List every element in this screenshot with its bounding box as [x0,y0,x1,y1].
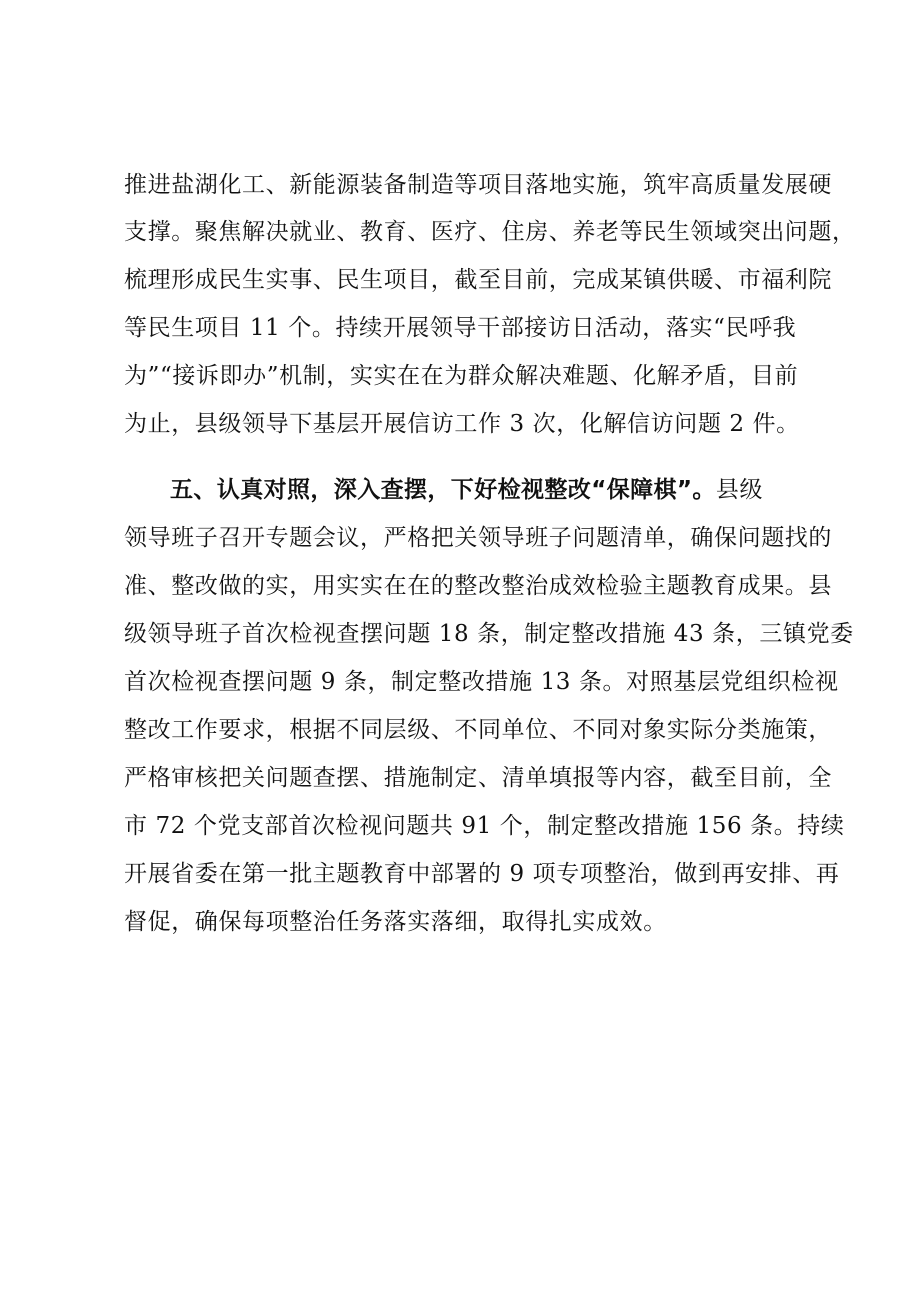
paragraph-1-line: 为”“接诉即办”机制，实实在在为群众解决难题、化解矛盾，目前 [124,363,799,389]
paragraph-1-line: 为止，县级领导下基层开展信访工作 3 次，化解信访问题 2 件。 [124,411,800,437]
paragraph-2-line: 整改工作要求，根据不同层级、不同单位、不同对象实际分类施策， [124,717,832,743]
paragraph-1-line: 梳理形成民生实事、民生项目，截至目前，完成某镇供暖、市福利院 [124,267,832,293]
paragraph-2-line: 级领导班子首次检视查摆问题 18 条，制定整改措施 43 条，三镇党委 [124,621,854,647]
paragraph-1-line: 推进盐湖化工、新能源装备制造等项目落地实施，筑牢高质量发展硬 [124,172,832,198]
section-heading: 五、认真对照，深入查摆，下好检视整改“保障棋”。 [170,477,716,503]
paragraph-1-line: 支撑。聚焦解决就业、教育、医疗、住房、养老等民生领域突出问题， [124,219,856,245]
paragraph-2-line: 开展省委在第一批主题教育中部署的 9 项专项整治，做到再安排、再 [124,861,840,887]
paragraph-2-line: 领导班子召开专题会议，严格把关领导班子问题清单，确保问题找的 [124,525,832,551]
paragraph-1-line: 等民生项目 11 个。持续开展领导干部接访日活动，落实“民呼我 [124,315,797,341]
paragraph-2-line: 准、整改做的实，用实实在在的整改整治成效检验主题教育成果。县 [124,573,832,599]
paragraph-2-line: 市 72 个党支部首次检视问题共 91 个，制定整改措施 156 条。持续 [124,813,845,839]
paragraph-2-line: 严格审核把关问题查摆、措施制定、清单填报等内容，截至目前，全 [124,765,832,791]
paragraph-2-first-line-text: 县级 [715,477,764,503]
paragraph-2-line: 首次检视查摆问题 9 条，制定整改措施 13 条。对照基层党组织检视 [124,669,839,695]
paragraph-2-line: 督促，确保每项整治任务落实落细，取得扎实成效。 [124,909,667,935]
paragraph-2-first-line [170,475,850,505]
